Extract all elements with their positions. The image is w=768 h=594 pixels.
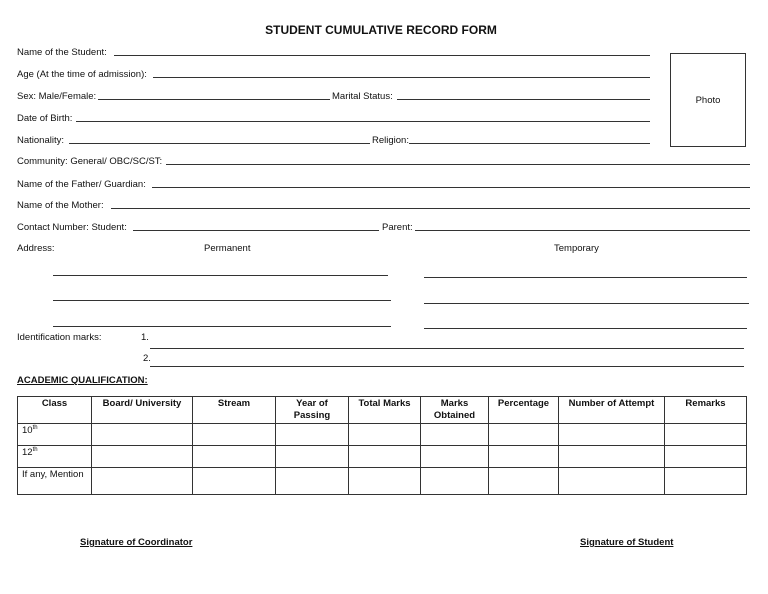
- table-cell[interactable]: [421, 468, 489, 495]
- table-cell[interactable]: [349, 424, 421, 446]
- signature-coordinator: Signature of Coordinator: [80, 537, 193, 548]
- religion-field[interactable]: [409, 143, 650, 144]
- col-remarks: Remarks: [665, 397, 747, 424]
- photo-label: Photo: [695, 94, 721, 106]
- label-id-2: 2.: [143, 353, 151, 364]
- label-dob: Date of Birth:: [17, 113, 73, 124]
- label-religion: Religion:: [372, 135, 409, 146]
- contact-parent-field[interactable]: [415, 230, 750, 231]
- col-percentage: Percentage: [489, 397, 559, 424]
- col-year: Year of Passing: [276, 397, 349, 424]
- col-board: Board/ University: [92, 397, 193, 424]
- table-cell[interactable]: [276, 446, 349, 468]
- table-cell[interactable]: [421, 446, 489, 468]
- col-class: Class: [18, 397, 92, 424]
- table-cell[interactable]: [92, 446, 193, 468]
- table-row: [18, 424, 747, 446]
- label-permanent: Permanent: [204, 243, 251, 254]
- label-mother: Name of the Mother:: [17, 200, 104, 211]
- form-title: STUDENT CUMULATIVE RECORD FORM: [265, 23, 497, 37]
- class-value: 12: [22, 447, 33, 458]
- col-marks-obtained: Marks Obtained: [421, 397, 489, 424]
- label-sex: Sex: Male/Female:: [17, 91, 97, 102]
- class-suffix: th: [32, 425, 38, 431]
- table-row: [18, 468, 747, 495]
- col-total-marks: Total Marks: [349, 397, 421, 424]
- permanent-address-line-1[interactable]: [53, 275, 388, 276]
- identification-mark-2-field[interactable]: [150, 366, 744, 367]
- table-cell[interactable]: [559, 468, 665, 495]
- table-cell[interactable]: [193, 446, 276, 468]
- table-cell[interactable]: [349, 446, 421, 468]
- age-field[interactable]: [153, 77, 650, 78]
- table-cell[interactable]: [665, 468, 747, 495]
- label-community: Community: General/ OBC/SC/ST:: [17, 156, 163, 167]
- label-student-name: Name of the Student:: [17, 47, 107, 58]
- col-stream: Stream: [193, 397, 276, 424]
- label-age: Age (At the time of admission):: [17, 69, 147, 80]
- student-name-field[interactable]: [114, 55, 650, 56]
- table-cell[interactable]: [665, 424, 747, 446]
- col-attempts: Number of Attempt: [559, 397, 665, 424]
- table-header-row: [18, 397, 747, 424]
- label-father: Name of the Father/ Guardian:: [17, 179, 146, 190]
- sex-field[interactable]: [98, 99, 330, 100]
- table-cell[interactable]: [489, 424, 559, 446]
- nationality-field[interactable]: [69, 143, 370, 144]
- permanent-address-line-2[interactable]: [53, 300, 391, 301]
- label-temporary: Temporary: [554, 243, 599, 254]
- temporary-address-line-3[interactable]: [424, 328, 747, 329]
- class-value: If any, Mention: [22, 469, 84, 480]
- permanent-address-line-3[interactable]: [53, 326, 391, 327]
- table-cell[interactable]: [559, 446, 665, 468]
- table-cell[interactable]: [489, 468, 559, 495]
- label-contact-student: Contact Number: Student:: [17, 222, 127, 233]
- table-cell[interactable]: [349, 468, 421, 495]
- table-cell[interactable]: [421, 424, 489, 446]
- table-cell[interactable]: [276, 424, 349, 446]
- table-cell[interactable]: [276, 468, 349, 495]
- class-cell: [18, 446, 92, 468]
- class-cell: [18, 424, 92, 446]
- father-field[interactable]: [152, 187, 750, 188]
- label-nationality: Nationality:: [17, 135, 64, 146]
- mother-field[interactable]: [111, 208, 750, 209]
- temporary-address-line-2[interactable]: [424, 303, 749, 304]
- identification-mark-1-field[interactable]: [150, 348, 744, 349]
- class-cell: [18, 468, 92, 495]
- table-cell[interactable]: [489, 446, 559, 468]
- class-value: 10: [22, 425, 33, 436]
- contact-student-field[interactable]: [133, 230, 379, 231]
- table-cell[interactable]: [665, 446, 747, 468]
- temporary-address-line-1[interactable]: [424, 277, 747, 278]
- marital-status-field[interactable]: [397, 99, 650, 100]
- signature-student: Signature of Student: [580, 537, 674, 548]
- label-address: Address:: [17, 243, 55, 254]
- table-cell[interactable]: [193, 424, 276, 446]
- table-row: [18, 446, 747, 468]
- photo-box[interactable]: [670, 53, 746, 147]
- label-id-1: 1.: [141, 332, 149, 343]
- label-identification-marks: Identification marks:: [17, 332, 102, 343]
- academic-table: [17, 396, 747, 495]
- table-cell[interactable]: [193, 468, 276, 495]
- label-marital-status: Marital Status:: [332, 91, 393, 102]
- table-cell[interactable]: [559, 424, 665, 446]
- class-suffix: th: [32, 447, 38, 453]
- table-cell[interactable]: [92, 468, 193, 495]
- table-cell[interactable]: [92, 424, 193, 446]
- academic-heading: ACADEMIC QUALIFICATION:: [17, 375, 148, 386]
- community-field[interactable]: [166, 164, 750, 165]
- dob-field[interactable]: [76, 121, 650, 122]
- label-contact-parent: Parent:: [382, 222, 413, 233]
